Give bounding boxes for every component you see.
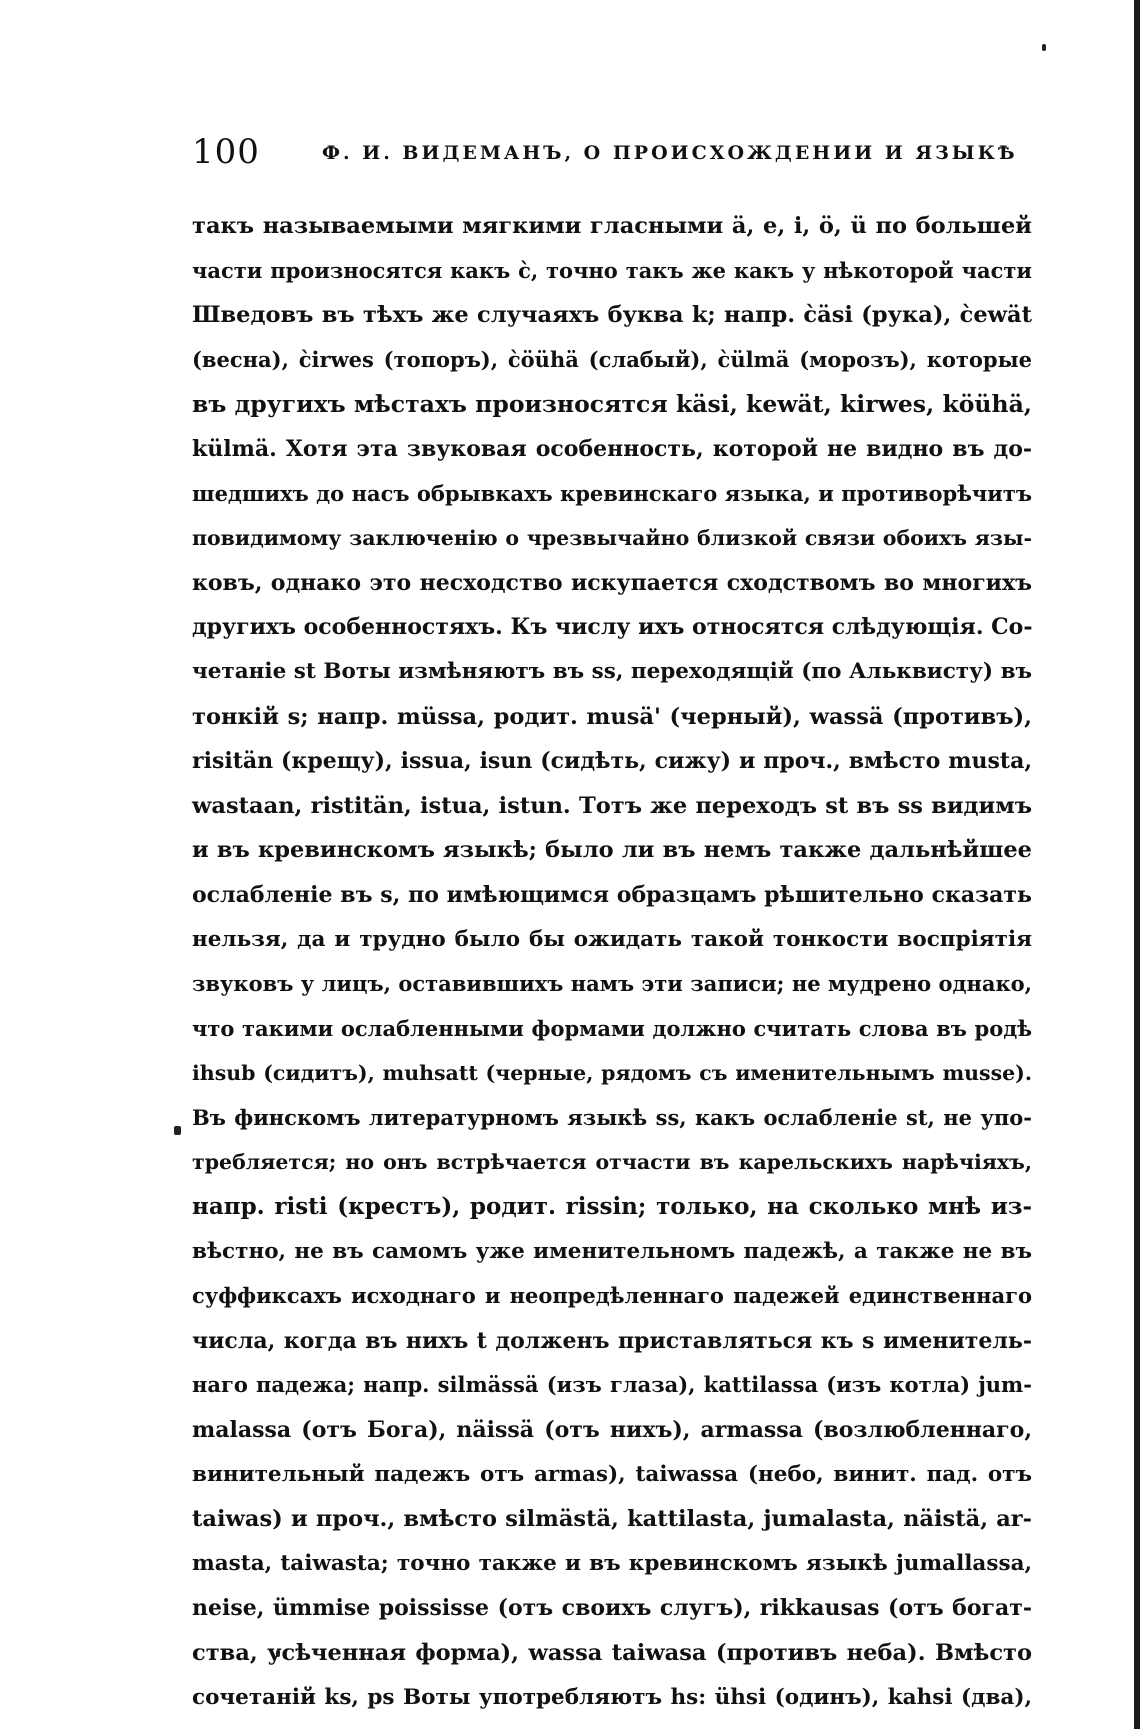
ink-speck xyxy=(1042,44,1046,51)
text-line: такъ называемыми мягкими гласными ä, e, i, ö, ü по большей xyxy=(192,213,1032,239)
text-line: части произносятся какъ c̀, точно такъ же какъ у нѣкоторой части xyxy=(192,257,1032,283)
text-line: wastaan, ristitän, istua, istun. Тотъ же переходъ st въ ss видимъ xyxy=(192,792,1032,819)
text-line: и въ кревинскомъ языкѣ; было ли въ немъ также дальнѣйшее xyxy=(192,837,1032,864)
text-line: четаніе st Воты измѣняютъ въ ss, переходящій (по Альквисту) въ xyxy=(192,658,1032,684)
text-line: Въ финскомъ литературномъ языкѣ ss, какъ ослабленіе st, не упо- xyxy=(192,1104,1032,1130)
text-line: Шведовъ въ тѣхъ же случаяхъ буква k; напр. c̀äsi (рука), c̀ewät xyxy=(192,302,1032,329)
text-line: (весна), c̀irwes (топоръ), c̀öühä (слабый), c̀ülmä (морозъ), которые xyxy=(192,346,1032,372)
text-line: masta, taiwasta; точно также и въ кревинскомъ языкѣ jumallassa, xyxy=(192,1550,1032,1576)
ink-speck xyxy=(174,1126,181,1135)
body-text xyxy=(192,204,1032,1720)
text-line: risitän (крещу), issua, isun (сидѣть, сижу) и проч., вмѣсто musta, xyxy=(192,748,1032,775)
text-line: нельзя, да и трудно было бы ожидать такой тонкости воспріятія xyxy=(192,926,1032,952)
text-line: другихъ особенностяхъ. Къ числу ихъ относятся слѣдующія. Со- xyxy=(192,614,1033,641)
text-line: шедшихъ до насъ обрывкахъ кревинскаго языка, и противорѣчитъ xyxy=(192,480,1032,506)
text-line: числа, когда въ нихъ t долженъ приставляться къ s именитель- xyxy=(192,1327,1032,1354)
text-line: сочетаній ks, ps Воты употребляютъ hs: ühsi (одинъ), kahsi (два), xyxy=(192,1684,1032,1710)
text-line: malassa (отъ Бога), näissä (отъ нихъ), armassa (возлюбленнаго, xyxy=(192,1417,1032,1444)
text-line: ослабленіе въ s, по имѣющимся образцамъ рѣшительно сказать xyxy=(192,881,1032,908)
text-line: напр. risti (крестъ), родит. rissin; только, на сколько мнѣ из- xyxy=(192,1193,1032,1221)
page-header xyxy=(192,132,1032,172)
text-line: вѣстно, не въ самомъ уже именительномъ падежѣ, а также не въ xyxy=(192,1238,1032,1264)
text-line: повидимому заключенію о чрезвычайно близкой связи обоихъ язы- xyxy=(192,526,1032,551)
text-line: винительный падежъ отъ armas), taiwassa (небо, винит. пад. отъ xyxy=(192,1461,1032,1487)
scan-page-edge xyxy=(1134,0,1140,1729)
text-line: тонкій s; напр. müssa, родит. musä' (черный), wassä (противъ), xyxy=(192,703,1032,730)
text-line: въ другихъ мѣстахъ произносятся käsi, kewät, kirwes, köühä, xyxy=(192,390,1032,419)
text-line: ства, усѣченная форма), wassa taiwasa (противъ неба). Вмѣсто xyxy=(192,1640,1032,1666)
text-line: звуковъ у лицъ, оставившихъ намъ эти записи; не мудрено однако, xyxy=(192,971,1032,997)
text-line: taiwas) и проч., вмѣсто silmästä, kattilasta, jumalasta, näistä, ar- xyxy=(192,1506,1032,1533)
text-line: neise, ümmise poississe (отъ своихъ слугъ), rikkausas (отъ богат- xyxy=(192,1595,1032,1622)
text-line: ihsub (сидитъ), muhsatt (черные, рядомъ съ именительнымъ musse). xyxy=(192,1061,1032,1086)
page-number: 100 xyxy=(192,132,260,172)
text-line: суффиксахъ исходнаго и неопредѣленнаго падежей единственнаго xyxy=(192,1283,1032,1309)
text-line: требляется; но онъ встрѣчается отчасти въ карельскихъ нарѣчіяхъ, xyxy=(192,1150,1032,1175)
text-line: külmä. Хотя эта звуковая особенность, которой не видно въ до- xyxy=(192,435,1032,462)
text-line: наго падежа; напр. silmässä (изъ глаза), kattilassa (изъ котла) jum- xyxy=(192,1372,1032,1398)
text-line: что такими ослабленными формами должно считать слова въ родѣ xyxy=(192,1015,1032,1041)
running-title: Ф. И. ВИДЕМАНЪ, О ПРОИСХОЖДЕНИИ И ЯЗЫКѢ xyxy=(322,142,1018,164)
text-line: ковъ, однако это несходство искупается сходствомъ во многихъ xyxy=(192,569,1032,596)
